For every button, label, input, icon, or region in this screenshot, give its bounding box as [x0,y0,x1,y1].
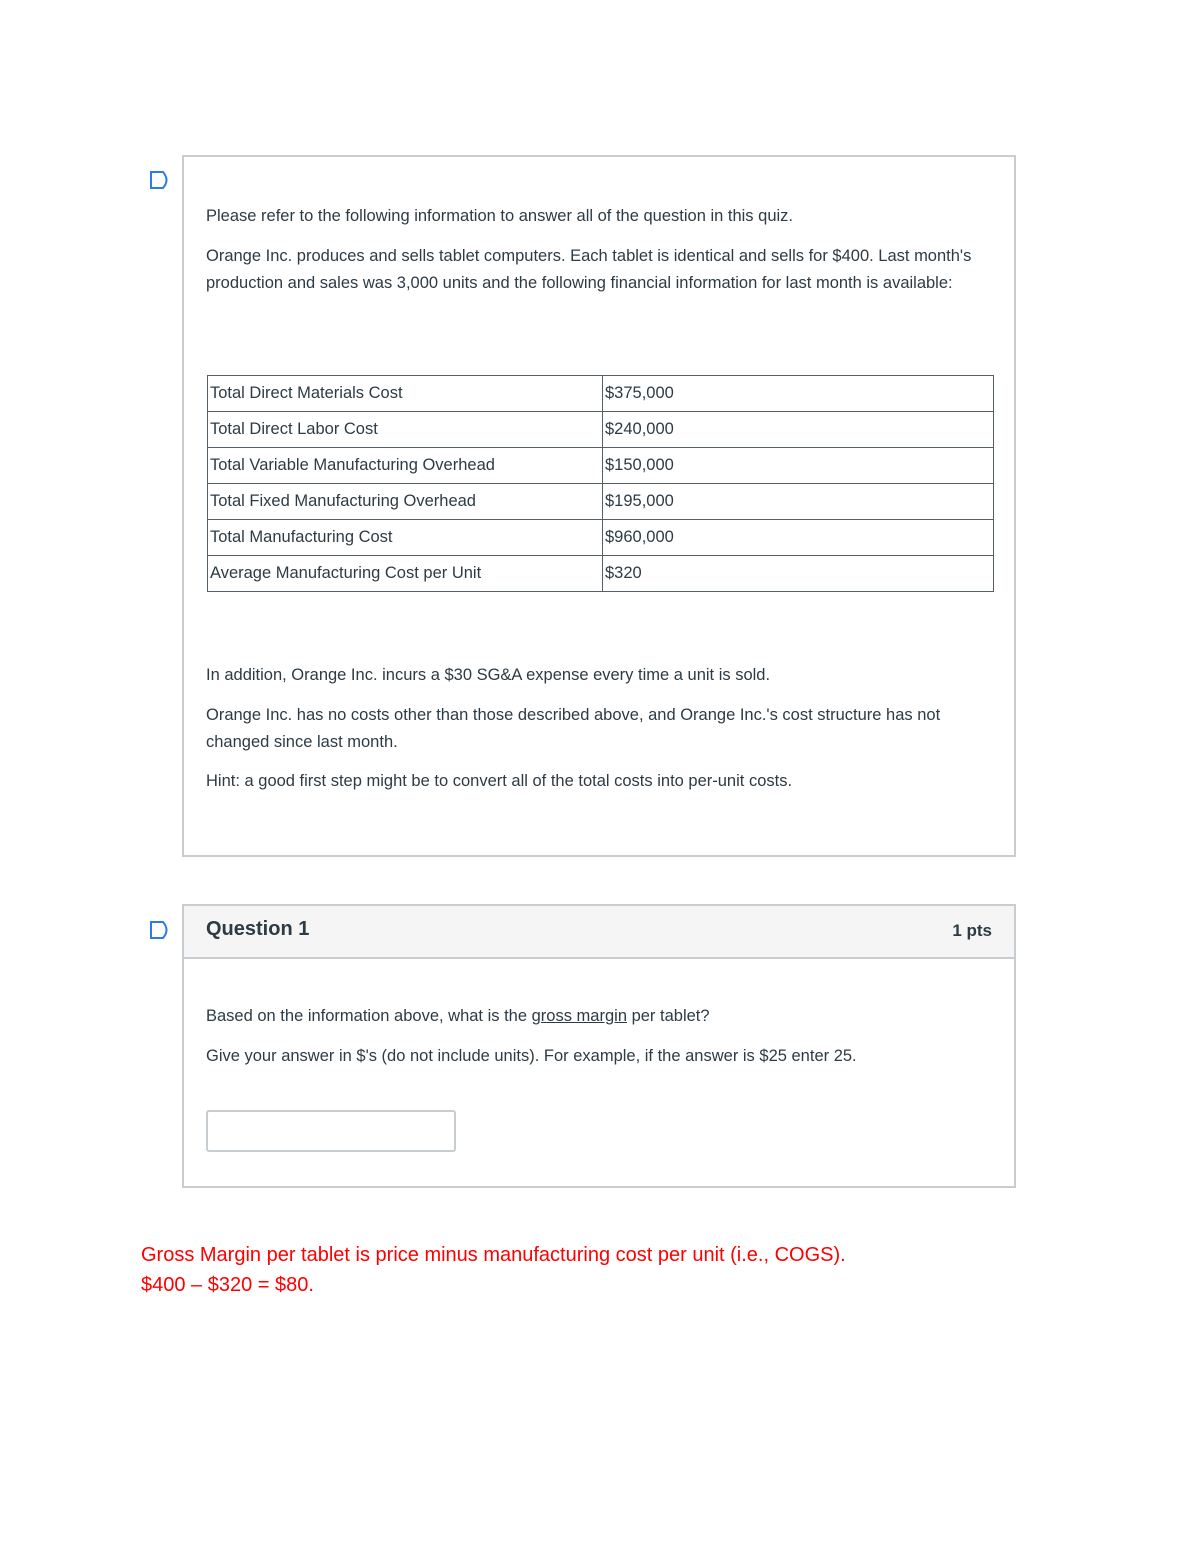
question-title: Question 1 [206,918,310,940]
cost-value: $195,000 [603,484,994,520]
intro-paragraph: Orange Inc. produces and sells tablet computers. Each tablet is identical and sells for $400. Last month's production and sales was 3,000 units and the following financial information for last month is available: [206,247,972,292]
cost-label: Total Direct Labor Cost [208,412,603,448]
cost-label: Total Fixed Manufacturing Overhead [208,484,603,520]
question-text-part: per tablet? [627,1007,710,1025]
table-row [208,520,994,556]
intro-paragraph: Please refer to the following information to answer all of the question in this quiz. [206,207,793,225]
hint-paragraph: Hint: a good first step might be to convert all of the total costs into per-unit costs. [206,772,793,790]
cost-label: Total Variable Manufacturing Overhead [208,448,603,484]
intro-paragraph: Orange Inc. has no costs other than those described above, and Orange Inc.'s cost structure has not changed since last month. [206,706,941,751]
question-text [206,1003,992,1030]
cost-table [207,375,994,592]
cost-value: $240,000 [603,412,994,448]
answer-annotation [141,1240,1041,1300]
cost-value: $375,000 [603,376,994,412]
flag-icon[interactable] [149,170,173,190]
question-points: 1 pts [952,921,992,940]
question-instructions: Give your answer in $'s (do not include units). For example, if the answer is $25 enter 25. [206,1047,857,1065]
annotation-line: Gross Margin per tablet is price minus manufacturing cost per unit (i.e., COGS). [141,1244,846,1266]
question-keyword: gross margin [531,1007,627,1025]
table-row [208,376,994,412]
cost-label: Total Direct Materials Cost [208,376,603,412]
intro-panel [182,155,1016,857]
table-row [208,448,994,484]
annotation-line: $400 – $320 = $80. [141,1274,314,1296]
question-header [184,906,1014,959]
table-row [208,484,994,520]
cost-label: Total Manufacturing Cost [208,520,603,556]
table-row [208,556,994,592]
cost-label: Average Manufacturing Cost per Unit [208,556,603,592]
cost-value: $150,000 [603,448,994,484]
flag-icon[interactable] [149,920,173,940]
table-row [208,412,994,448]
answer-input[interactable] [206,1110,456,1152]
question-text-part: Based on the information above, what is the [206,1007,532,1025]
cost-value: $960,000 [603,520,994,556]
question-panel [182,904,1016,1188]
cost-value: $320 [603,556,994,592]
intro-paragraph: In addition, Orange Inc. incurs a $30 SG&A expense every time a unit is sold. [206,666,771,684]
